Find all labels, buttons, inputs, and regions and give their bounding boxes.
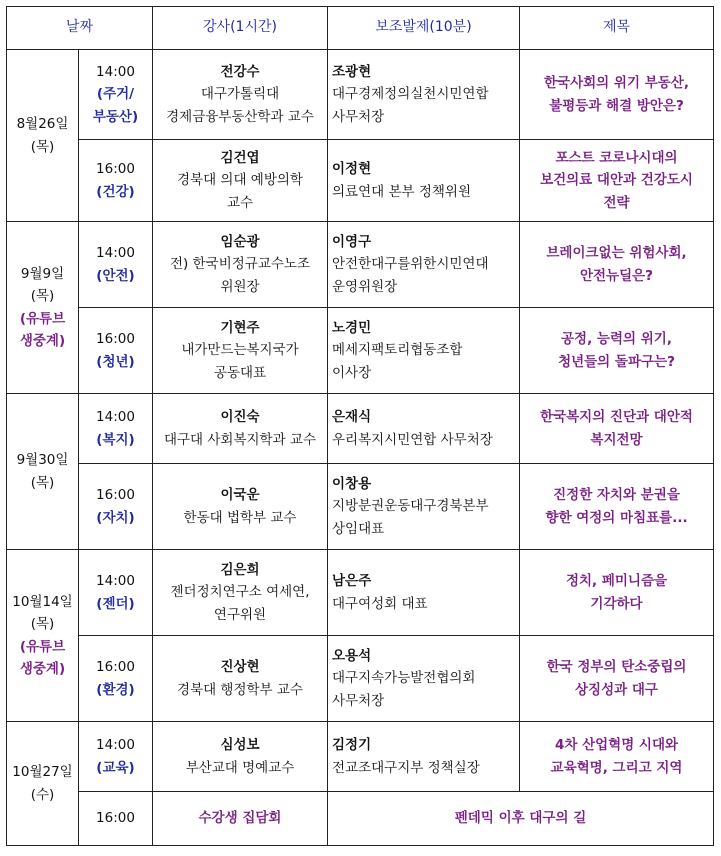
speaker-cell [153,140,328,222]
student-meeting-cell: 수강생 집담회 [153,792,328,846]
title-cell: 한국복지의 진단과 대안적 복지전망 [520,394,714,464]
speaker-cell [153,308,328,394]
time-label: 14:00 [96,573,135,590]
sub-affiliation: 지방분권운동대구경북본부 상임대표 [332,498,489,537]
speaker-affiliation: 내가만드는복지국가 공동대표 [181,342,299,381]
date-label: 8월26일 (목) [16,116,69,155]
sub-name: 조광현 [332,64,372,81]
time-cell [79,550,153,636]
sub-name: 이창용 [332,476,372,493]
topic-label: (주거/ 부동산) [92,86,139,125]
schedule-table [6,6,714,846]
topic-label: (건강) [96,183,135,200]
title-cell: 브레이크없는 위험사회, 안전뉴딜은? [520,222,714,308]
time-label: 14:00 [96,409,135,426]
table-row [7,308,714,394]
table-row [7,550,714,636]
speaker-affiliation: 전) 한국비정규교수노조 위원장 [170,256,310,295]
time-label: 16:00 [96,810,135,827]
table-row [7,394,714,464]
speaker-affiliation: 경북대 행정학부 교수 [177,681,303,698]
date-cell [7,222,79,394]
sub-affiliation: 메세지팩토리협동조합 이사장 [332,342,463,381]
header-title: 제목 [520,7,714,50]
title-cell: 정치, 페미니즘을 기각하다 [520,550,714,636]
time-cell [79,140,153,222]
sub-cell [328,50,520,140]
time-cell [79,722,153,792]
sub-affiliation: 안전한대구를위한시민연대 운영위원장 [332,256,489,295]
topic-label: (안전) [96,267,135,284]
header-sub: 보조발제(10분) [328,7,520,50]
title-cell: 4차 산업혁명 시대와 교육혁명, 그리고 지역 [520,722,714,792]
speaker-name: 기현주 [220,320,260,337]
date-label: 9월30일 (목) [16,452,69,491]
table-row [7,140,714,222]
sub-cell [328,636,520,722]
speaker-cell [153,50,328,140]
speaker-cell [153,722,328,792]
time-label: 14:00 [96,245,135,262]
date-cell [7,722,79,846]
sub-cell [328,140,520,222]
date-label: 10월27일 (수) [12,764,73,803]
topic-label: (자치) [96,509,135,526]
title-cell: 공정, 능력의 위기, 청년들의 돌파구는? [520,308,714,394]
header-date: 날짜 [7,7,153,50]
speaker-affiliation: 경북대 의대 예방의학 교수 [177,172,303,211]
date-cell [7,50,79,222]
sub-name: 김정기 [332,737,372,754]
sub-affiliation: 의료연대 본부 정책위원 [332,183,471,200]
closing-session-cell: 펜데믹 이후 대구의 길 [328,792,714,846]
speaker-name: 김은희 [220,562,260,579]
speaker-affiliation: 대구가톨릭대 경제금융부동산학과 교수 [166,86,314,125]
time-label: 16:00 [96,161,135,178]
sub-name: 남은주 [332,573,372,590]
time-cell [79,50,153,140]
table-row [7,464,714,550]
topic-label: (젠더) [96,595,135,612]
time-cell [79,222,153,308]
table-row [7,50,714,140]
table-row [7,792,714,846]
speaker-name: 진상현 [220,659,260,676]
speaker-cell [153,464,328,550]
topic-label: (환경) [96,681,135,698]
time-label: 16:00 [96,487,135,504]
speaker-cell [153,394,328,464]
title-cell: 진정한 자치와 분권을 향한 여정의 마침표를... [520,464,714,550]
sub-name: 은재식 [332,409,372,426]
speaker-cell [153,550,328,636]
topic-label: (복지) [96,431,135,448]
speaker-cell [153,636,328,722]
table-row [7,722,714,792]
speaker-affiliation: 젠더정치연구소 여세연, 연구위원 [170,584,310,623]
sub-cell [328,464,520,550]
date-label: 10월14일 (목) [12,593,73,633]
time-label: 14:00 [96,64,135,81]
sub-affiliation: 대구지속가능발전협의회 사무처장 [332,670,476,709]
sub-affiliation: 대구경제정의실천시민연합 사무처장 [332,86,489,125]
sub-affiliation: 전교조대구지부 정책실장 [332,759,480,776]
header-speaker: 강사(1시간) [153,7,328,50]
date-cell [7,394,79,550]
sub-affiliation: 대구여성회 대표 [332,595,428,612]
sub-affiliation: 우리복지시민연합 사무처장 [332,431,493,448]
topic-label: (교육) [96,759,135,776]
table-row [7,222,714,308]
time-cell [79,464,153,550]
sub-cell [328,394,520,464]
sub-name: 노경민 [332,320,372,337]
sub-cell [328,308,520,394]
sub-cell [328,722,520,792]
topic-label: (청년) [96,353,135,370]
date-cell [7,550,79,722]
sub-cell [328,550,520,636]
speaker-affiliation: 부산교대 명예교수 [185,759,295,776]
table-row [7,636,714,722]
title-cell: 포스트 코로나시대의 보건의료 대안과 건강도시 전략 [520,140,714,222]
sub-name: 이정현 [332,161,372,178]
title-cell: 한국 정부의 탄소중립의 상징성과 대구 [520,636,714,722]
speaker-name: 이국운 [220,487,260,504]
sub-cell [328,222,520,308]
speaker-affiliation: 대구대 사회복지학과 교수 [163,431,317,448]
speaker-cell [153,222,328,308]
time-cell [79,308,153,394]
time-cell [79,394,153,464]
speaker-name: 전강수 [220,64,260,81]
time-label: 16:00 [96,331,135,348]
speaker-affiliation: 한동대 법학부 교수 [183,509,297,526]
time-cell [79,792,153,846]
speaker-name: 심성보 [220,737,260,754]
speaker-name: 이진숙 [220,409,260,426]
date-label: 9월9일 (목) [20,265,65,305]
title-cell: 한국사회의 위기 부동산, 불평등과 해결 방안은? [520,50,714,140]
live-badge: (유튜브 생중계) [19,310,66,349]
time-label: 16:00 [96,659,135,676]
speaker-name: 김건엽 [220,150,260,167]
speaker-name: 임순광 [220,234,260,251]
time-cell [79,636,153,722]
live-badge: (유튜브 생중계) [19,638,66,677]
sub-name: 오용석 [332,648,372,665]
time-label: 14:00 [96,737,135,754]
sub-name: 이영구 [332,234,372,251]
header-row [7,7,714,50]
